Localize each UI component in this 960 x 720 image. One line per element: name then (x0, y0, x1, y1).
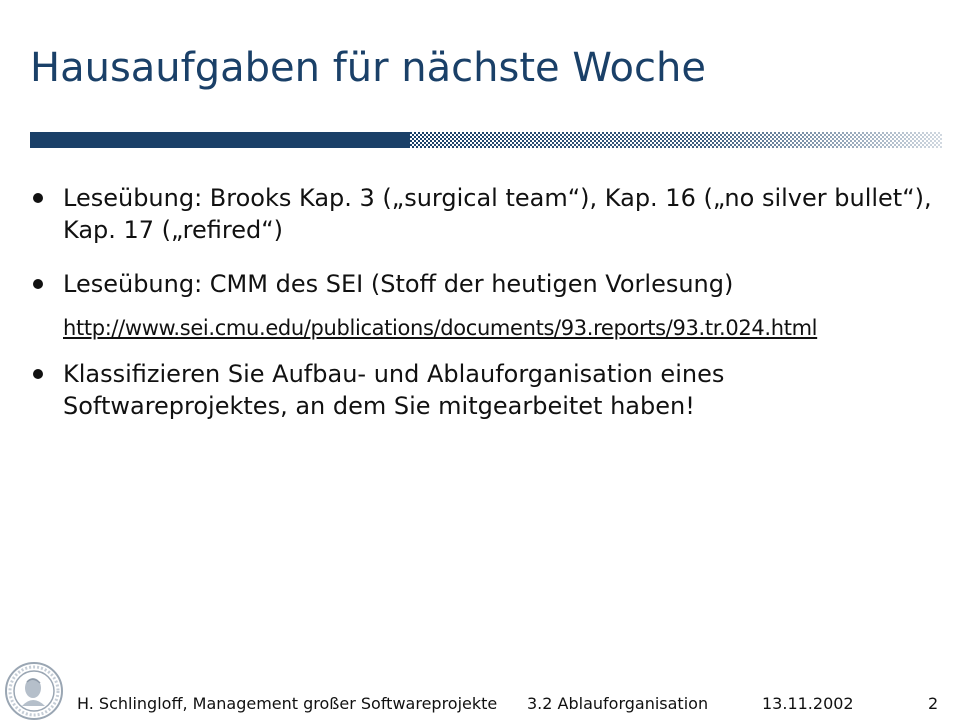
footer-section: 3.2 Ablauforganisation (527, 694, 709, 713)
bullet-list (30, 182, 950, 422)
page-number: 2 (928, 694, 939, 713)
list-item (30, 268, 950, 300)
bullet-text: Leseübung: CMM des SEI (Stoff der heutigen Vorlesung) (63, 270, 734, 298)
bullet-text: Leseübung: Brooks Kap. 3 („surgical team“), Kap. 16 („no silver bullet“), Kap. 17 („refired“) (63, 184, 932, 244)
bullet-icon (33, 193, 43, 203)
sei-report-link[interactable]: http://www.sei.cmu.edu/publications/documents/93.reports/93.tr.024.html (63, 316, 818, 340)
slide-title: Hausaufgaben für nächste Woche (30, 45, 706, 91)
list-item (30, 182, 950, 246)
link-line (30, 314, 950, 342)
footer-author: H. Schlingloff, Management großer Softwareprojekte (77, 694, 498, 713)
title-divider-bar (30, 132, 942, 148)
footer-date: 13.11.2002 (762, 694, 854, 713)
bullet-icon (33, 279, 43, 289)
university-seal-icon (0, 628, 78, 720)
list-item (30, 358, 950, 422)
bullet-icon (33, 369, 43, 379)
bullet-text: Klassifizieren Sie Aufbau- und Ablauforganisation eines Softwareprojektes, an dem Sie mitgearbeitet haben! (63, 360, 725, 420)
